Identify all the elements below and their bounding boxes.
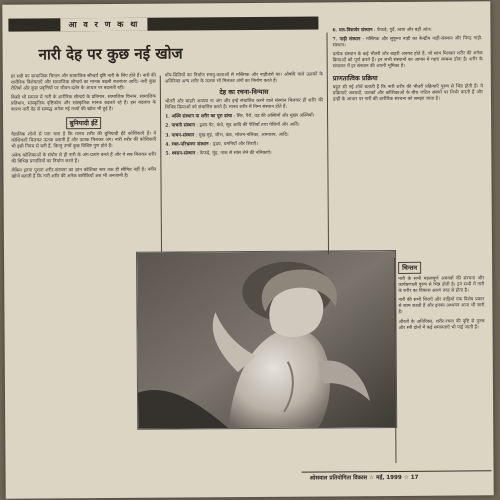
paragraph: भीतरी और बाहरी अवयव ना अंग और इन्हें संचालित करने वाले संस्थान मिलकर ही शरीर की विभिन्न क्रियाओं को संचालित करते हैं। मानव शरीर में निम्न संस्थान होते हैं: xyxy=(164,98,323,111)
system-item xyxy=(165,123,323,130)
system-term: 2. पाचनी संस्थान xyxy=(165,123,196,130)
column-divider xyxy=(160,76,162,252)
system-desc: : फेफड़े, मुंह, नाक से सांस लेने की नलिकाएँ। xyxy=(196,150,272,157)
system-item xyxy=(165,132,323,139)
column-divider xyxy=(326,32,328,254)
system-term: 3. पाचन-संस्थान xyxy=(165,132,195,139)
sidebar-title-text: चिन्तन xyxy=(398,262,421,274)
sidebar-title xyxy=(398,261,484,274)
paragraph: किसी भी समाज में नारी के शारीरिक सौन्दर्य के प्रतिमान, सामाजिक चिन्तन, सामाजिक प्रतिमान, सांस्कृतिक दृष्टिकोण और सांस्कृतिक मानक बदलते रहे हैं। इस बदलाव के कारण नारी देह से सम्बद्ध अनेक नई तथ्यों की खोज भी हुई है। xyxy=(10,94,156,114)
page-footer: ओसवाल प्रतियोगिता विकास ☆ मई, 1999 ☆ 17 xyxy=(309,474,419,482)
column-c xyxy=(332,27,483,106)
section-heading: प्राणतात्विक प्रक्रिया xyxy=(332,73,378,82)
system-term: 4. रक्त-परिभ्रमण संस्थान xyxy=(165,141,209,148)
system-term: 7. नाड़ी संस्थान xyxy=(332,37,361,43)
magazine-page xyxy=(2,1,493,498)
system-item xyxy=(165,141,323,148)
system-desc: : फेफड़े, गुर्दे, त्वचा और बड़ी आंत। xyxy=(373,27,432,34)
woman-photo-illustration xyxy=(137,251,396,429)
paragraph: प्रत्येक संस्थान के कई भीतरी और बाहरी अवयव होते हैं, जो साथ मिलकर शरीर की अनेक क्रियाओं को पूर्ण करते हैं। इन सभी संस्थानों का आपस में गहरा सम्बन्ध होता है। शरीर के संचालन में हर संस्थान की अपनी भूमिका है। xyxy=(332,51,483,70)
paragraph: बहुत सी नई शोधें बताती हैं कि नारी शरीर की भीतरी प्रक्रियाएँ पुरुष से भिन्न होती हैं। ये प्रक्रियाएँ अवयवों, ऊतकों और कोशिकाओं के बीच जटिल संबंधों पर निर्भर करती हैं और इन्हीं के आधार पर नारी की शारीरिक संरचना को समझा जाता है। xyxy=(332,83,483,103)
system-desc: : मस्तिष्क और सुषुम्ना नाड़ी का केन्द्रीय नाड़ी-संस्थान और पिण्ड नाड़ी-संस्थान। xyxy=(332,36,483,49)
paragraph: लेकिन इतना पुराना शरीर-संरचना का ज्ञान कोशिका स्तर तक ही सीमित नहीं है। नवीन खोजें बताती हैं कि नारी शरीर की अनेक बारीकियाँ अब भी अनजानी हैं। xyxy=(11,167,157,180)
system-term: 5. श्वसन-संस्थान xyxy=(165,151,196,157)
column-a xyxy=(11,74,157,184)
section-band xyxy=(8,17,318,32)
paragraph: अनेक कोशिकाओं के संयोग से ही नारी के अंग-प्रत्यंग बनते हैं और ये सब मिलकर शरीर की विभिन्न प्रणालियों का निर्माण करते हैं। xyxy=(11,152,157,165)
paragraph: वैज्ञानिक शोधों से पता चला है कि मानव शरीर की बुनियादी ईंटें कोशिकाएँ हैं। ये कोशिकाएँ मिलकर ऊतक बनाती हैं और ऊतक मिलकर अंग। नारी शरीर की कोशिकाएँ भी इसी नियम से बनी हैं, किन्तु उनमें कुछ विशिष्ट गुण होते हैं। xyxy=(11,131,157,150)
section-heading: देह का रचना-विन्यास xyxy=(219,88,269,97)
section-heading xyxy=(11,116,156,129)
system-item xyxy=(332,27,482,34)
system-desc: : सिर, पैरों, धड़ की अस्थियाँ और मुख्य अस्थियाँ। xyxy=(233,113,315,120)
article-photo xyxy=(136,250,397,430)
paragraph: नारी के सभी महत्वपूर्ण अवयवों की संरचना और कार्यप्रणाली पुरुष से भिन्न होती है। इन सभी में नारी के शरीर का विकास अलग तरह से होता है। xyxy=(398,276,485,295)
article-headline: नारी देह पर कुछ नई खोज xyxy=(38,44,183,64)
paragraph: पाँच-सितियों का निर्माण स्नायु-कलाओं से मस्तिष्क और नाड़ीतंत्रों का। औषधि वाले ऊतकों के अतिरिक्त अन्य शरीर के ऊतक भी मिलकर अंगों का निर्माण करते हैं। xyxy=(164,72,323,85)
sidebar-column xyxy=(398,259,485,334)
paragraph: औरतों के अतिरिक्त, शरीर-रचना की दृष्टि से पुरुष और स्त्री दोनों में कई समानताएँ भी पाई जाती हैं। xyxy=(398,318,485,331)
system-desc: : मुख-मुहं, जीभ, कंठ, भोजन-नलिका, आमाशय, आदि। xyxy=(195,132,289,138)
section-heading-text: बुनियादी ईंटें xyxy=(66,117,102,129)
system-term: 1. अस्थि संस्थान या शरीर का पूरा ढांचा xyxy=(165,114,233,120)
system-item xyxy=(165,150,323,157)
system-desc: : हृदय-पेट, कंधे, सूद आदि की पेशियाँ तथा पेशियाँ और आदि। xyxy=(196,123,300,129)
system-desc: : हृदय, धमनियाँ और शिराएँ। xyxy=(210,141,258,147)
column-b xyxy=(165,72,324,160)
system-item xyxy=(333,36,483,49)
paragraph: हर सदी का सामाजिक चिन्तन और सामाजिक सौन्दर्य दृष्टि नारी के लिए होते हैं। नारी की शारीरिक विशेषताएँ और सामाजिक सौन्दर्य का मानक बदली कालांतर आदि। नारी कुछ रीतियों और कुछ प्रवृत्तियों पर जीवन-दर्शन के आधार पर बदलती रही। xyxy=(10,73,156,92)
system-term: 6. मल-विसर्जन संस्थान xyxy=(332,28,373,34)
paragraph: नारी की सभी शिराएँ और नाड़ियाँ एक विशेष प्रकार से काम करती हैं और इनका अध्ययन आज भी जारी है। xyxy=(398,297,485,316)
section-label: आ व र ण क था xyxy=(60,18,147,32)
system-item xyxy=(165,114,323,121)
